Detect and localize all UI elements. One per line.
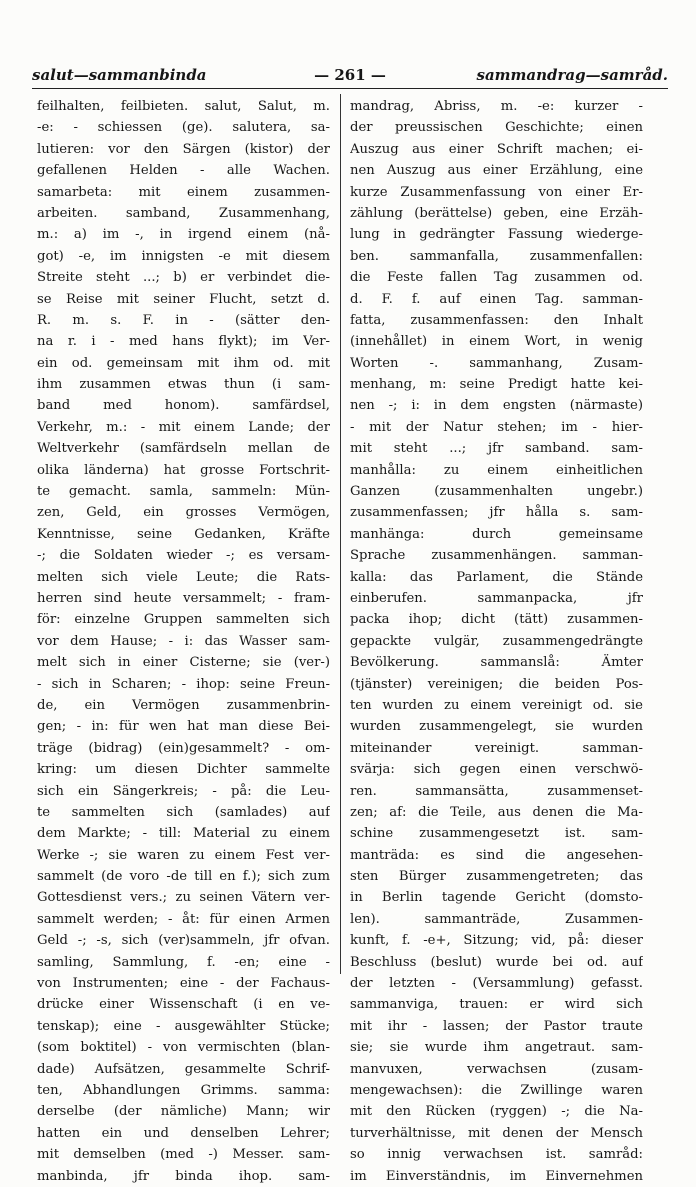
text-line: gen; - in: für wen hat man diese Bei- xyxy=(37,719,330,735)
text-line: die Feste fallen Tag zusammen od. xyxy=(350,270,643,286)
text-line: nen -; i: in dem engsten (närmaste) xyxy=(350,398,643,414)
text-line: m.: a) im -, in irgend einem (nå- xyxy=(37,227,330,243)
text-line: im Einverständnis, im Einvernehmen xyxy=(350,1168,643,1184)
text-line: sammelt werden; - åt: für einen Armen xyxy=(37,911,330,927)
text-line: herren sind heute versammelt; - fram- xyxy=(37,590,330,606)
text-line: einberufen. sammanpacka, jfr xyxy=(350,590,643,606)
text-line: Ganzen (zusammenhalten ungebr.) xyxy=(350,484,643,500)
left-column xyxy=(37,96,330,1187)
text-line: turverhältnisse, mit denen der Mensch xyxy=(350,1125,643,1141)
text-line: Weltverkehr (samfärdseln mellan de xyxy=(37,441,330,457)
text-line: mengewachsen): die Zwillinge waren xyxy=(350,1082,643,1098)
text-line: (innehållet) in einem Wort, in wenig xyxy=(350,334,643,350)
text-line: na r. i - med hans flykt); im Ver- xyxy=(37,334,330,350)
text-line: manhålla: zu einem einheitlichen xyxy=(350,462,643,478)
text-line: mit steht ...; jfr samband. sam- xyxy=(350,441,643,457)
text-line: - sich in Scharen; - ihop: seine Freun- xyxy=(37,676,330,692)
text-line: ein od. gemeinsam mit ihm od. mit xyxy=(37,355,330,371)
text-line: hatten ein und denselben Lehrer; xyxy=(37,1125,330,1141)
text-line: mit demselben (med -) Messer. sam- xyxy=(37,1147,330,1163)
text-line: svärja: sich gegen einen verschwö- xyxy=(350,762,643,778)
text-line: der preussischen Geschichte; einen xyxy=(350,120,643,136)
text-line: R. m. s. F. in - (sätter den- xyxy=(37,312,330,328)
text-line: Bevölkerung. sammanslå: Ämter xyxy=(350,655,643,671)
text-line: sie; sie wurde ihm angetraut. sam- xyxy=(350,1040,643,1056)
text-line: manhänga: durch gemeinsame xyxy=(350,526,643,542)
text-line: se Reise mit seiner Flucht, setzt d. xyxy=(37,291,330,307)
text-line: Kenntnisse, seine Gedanken, Kräfte xyxy=(37,526,330,542)
text-line: nen Auszug aus einer Erzählung, eine xyxy=(350,163,643,179)
text-line: fatta, zusammenfassen: den Inhalt xyxy=(350,312,643,328)
text-line: tenskap); eine - ausgewählter Stücke; xyxy=(37,1018,330,1034)
text-line: -; die Soldaten wieder -; es versam- xyxy=(37,548,330,564)
text-line: olika länderna) hat grosse Fortschrit- xyxy=(37,462,330,478)
text-line: de, ein Vermögen zusammenbrin- xyxy=(37,697,330,713)
text-line: manträda: es sind die angesehen- xyxy=(350,847,643,863)
text-line: band med honom). samfärdsel, xyxy=(37,398,330,414)
right-column xyxy=(350,96,643,1187)
text-line: Werke -; sie waren zu einem Fest ver- xyxy=(37,847,330,863)
text-line: dade) Aufsätzen, gesammelte Schrif- xyxy=(37,1061,330,1077)
text-line: samarbeta: mit einem zusammen- xyxy=(37,184,330,200)
text-line: len). sammanträde, Zusammen- xyxy=(350,911,643,927)
text-line: Sprache zusammenhängen. samman- xyxy=(350,548,643,564)
text-line: lutieren: vor den Särgen (kistor) der xyxy=(37,141,330,157)
text-line: d. F. f. auf einen Tag. samman- xyxy=(350,291,643,307)
text-line: got) -e, im innigsten -e mit diesem xyxy=(37,248,330,264)
text-line: träge (bidrag) (ein)gesammelt? - om- xyxy=(37,740,330,756)
text-line: (som boktitel) - von vermischten (blan- xyxy=(37,1040,330,1056)
text-line: arbeiten. samband, Zusammenhang, xyxy=(37,205,330,221)
text-line: menhang, m: seine Predigt hatte kei- xyxy=(350,377,643,393)
text-line: zen; af: die Teile, aus denen die Ma- xyxy=(350,804,643,820)
text-line: melten sich viele Leute; die Rats- xyxy=(37,569,330,585)
text-line: sammanviga, trauen: er wird sich xyxy=(350,997,643,1013)
text-line: zählung (berättelse) geben, eine Erzäh- xyxy=(350,205,643,221)
text-line: sten Bürger zusammengetreten; das xyxy=(350,869,643,885)
text-line: vor dem Hause; - i: das Wasser sam- xyxy=(37,633,330,649)
text-line: der letzten - (Versammlung) gefasst. xyxy=(350,976,643,992)
header-rule xyxy=(32,88,668,89)
text-line: gefallenen Helden - alle Wachen. xyxy=(37,163,330,179)
text-line: Beschluss (beslut) wurde bei od. auf xyxy=(350,954,643,970)
text-line: dem Markte; - till: Material zu einem xyxy=(37,826,330,842)
text-line: samling, Sammlung, f. -en; eine - xyxy=(37,954,330,970)
text-line: drücke einer Wissenschaft (i en ve- xyxy=(37,997,330,1013)
text-line: Geld -; -s, sich (ver)sammeln, jfr ofvan. xyxy=(37,933,330,949)
text-line: derselbe (der nämliche) Mann; wir xyxy=(37,1104,330,1120)
text-line: so innig verwachsen ist. samråd: xyxy=(350,1147,643,1163)
text-line: feilhalten, feilbieten. salut, Salut, m. xyxy=(37,99,330,114)
text-line: schine zusammengesetzt ist. sam- xyxy=(350,826,643,842)
text-line: ten, Abhandlungen Grimms. samma: xyxy=(37,1082,330,1098)
page-header xyxy=(32,66,668,88)
text-line: för: einzelne Gruppen sammelten sich xyxy=(37,612,330,628)
text-line: manvuxen, verwachsen (zusam- xyxy=(350,1061,643,1077)
text-line: Worten -. sammanhang, Zusam- xyxy=(350,355,643,371)
text-line: manbinda, jfr binda ihop. sam- xyxy=(37,1168,330,1184)
text-line: gepackte vulgär, zusammengedrängte xyxy=(350,633,643,649)
text-line: - mit der Natur stehen; im - hier- xyxy=(350,419,643,435)
text-line: ihm zusammen etwas thun (i sam- xyxy=(37,377,330,393)
text-line: zen, Geld, ein grosses Vermögen, xyxy=(37,505,330,521)
text-line: kurze Zusammenfassung von einer Er- xyxy=(350,184,643,200)
text-line: ten wurden zu einem vereinigt od. sie xyxy=(350,697,643,713)
text-line: sammelt (de voro -de till en f.); sich zum xyxy=(37,869,330,885)
text-line: (tjänster) vereinigen; die beiden Pos- xyxy=(350,676,643,692)
text-line: wurden zusammengelegt, sie wurden xyxy=(350,719,643,735)
text-line: Auszug aus einer Schrift machen; ei- xyxy=(350,141,643,157)
text-line: packa ihop; dicht (tätt) zusammen- xyxy=(350,612,643,628)
text-line: lung in gedrängter Fassung wiederge- xyxy=(350,227,643,243)
text-line: mit den Rücken (ryggen) -; die Na- xyxy=(350,1104,643,1120)
header-left-catchword: salut—sammanbinda xyxy=(32,66,207,84)
text-line: melt sich in einer Cisterne; sie (ver-) xyxy=(37,655,330,671)
text-line: mandrag, Abriss, m. -e: kurzer - xyxy=(350,99,643,114)
text-line: mit ihr - lassen; der Pastor traute xyxy=(350,1018,643,1034)
text-line: -e: - schiessen (ge). salutera, sa- xyxy=(37,120,330,136)
text-line: ren. sammansätta, zusammenset- xyxy=(350,783,643,799)
text-line: ben. sammanfalla, zusammenfallen: xyxy=(350,248,643,264)
text-line: kring: um diesen Dichter sammelte xyxy=(37,762,330,778)
text-line: Gottesdienst vers.; zu seinen Vätern ver- xyxy=(37,890,330,906)
page-number: — 261 — xyxy=(314,66,386,84)
text-line: sich ein Sängerkreis; - på: die Leu- xyxy=(37,783,330,799)
text-line: kunft, f. -e+, Sitzung; vid, på: dieser xyxy=(350,933,643,949)
text-line: miteinander vereinigt. samman- xyxy=(350,740,643,756)
text-line: zusammenfassen; jfr hålla s. sam- xyxy=(350,505,643,521)
header-right-catchword: sammandrag—samråd. xyxy=(476,66,668,84)
text-line: Verkehr, m.: - mit einem Lande; der xyxy=(37,419,330,435)
column-divider xyxy=(340,94,341,974)
text-line: te gemacht. samla, sammeln: Mün- xyxy=(37,484,330,500)
text-line: von Instrumenten; eine - der Fachaus- xyxy=(37,976,330,992)
text-line: kalla: das Parlament, die Stände xyxy=(350,569,643,585)
text-line: Streite steht ...; b) er verbindet die- xyxy=(37,270,330,286)
text-line: te sammelten sich (samlades) auf xyxy=(37,804,330,820)
text-line: in Berlin tagende Gericht (domsto- xyxy=(350,890,643,906)
